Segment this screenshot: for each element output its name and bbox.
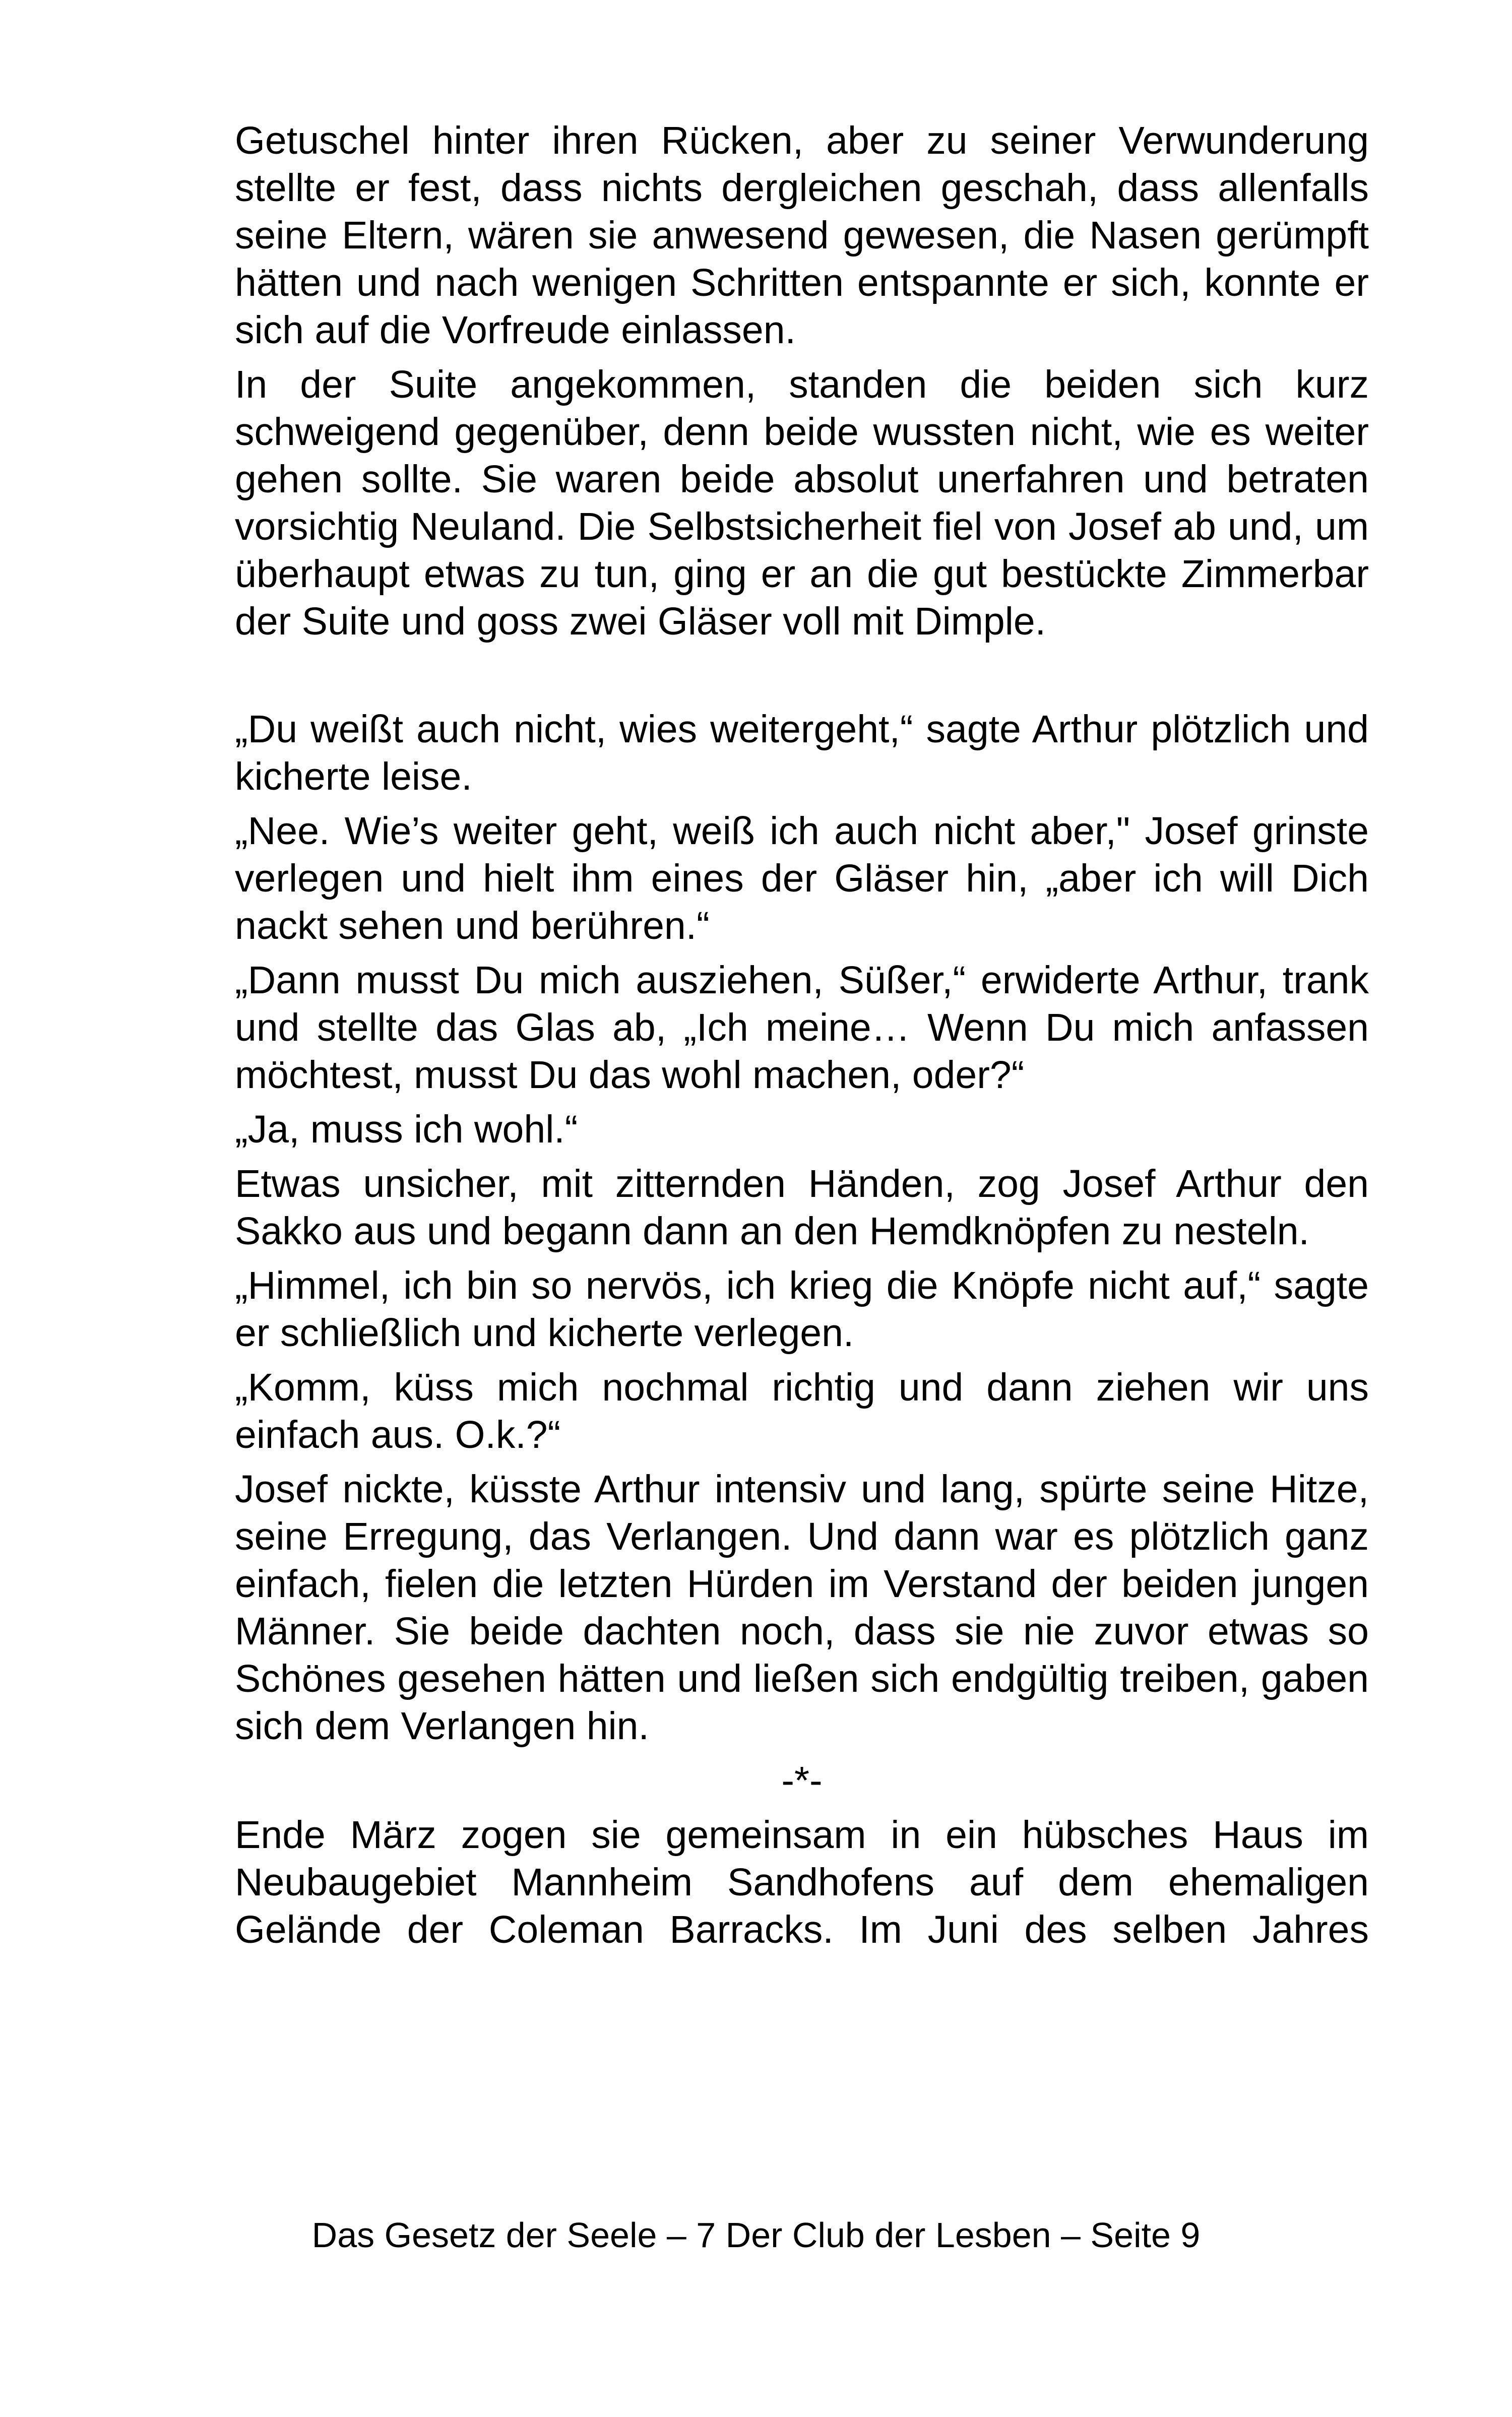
paragraph: „Du weißt auch nicht, wies weitergeht,“ sagte Arthur plötzlich und kicherte leise. (235, 708, 1369, 798)
paragraph: Etwas unsicher, mit zitternden Händen, zog Josef Arthur den Sakko aus und begann dann an den Hemdknöpfen zu nesteln. (235, 1162, 1369, 1253)
paragraph: „Himmel, ich bin so nervös, ich krieg die Knöpfe nicht auf,“ sagte er schließlich und kicherte verlegen. (235, 1264, 1369, 1355)
paragraph: „Nee. Wie’s weiter geht, weiß ich auch nicht aber," Josef grinste verlegen und hielt ihm eines der Gläser hin, „aber ich will Dich nackt sehen und berühren.“ (235, 809, 1369, 947)
page-footer: Das Gesetz der Seele – 7 Der Club der Lesben – Seite 9 (311, 2215, 1201, 2255)
section-separator: -*- (781, 1759, 823, 1802)
paragraph: In der Suite angekommen, standen die beiden sich kurz schweigend gegenüber, denn beide wussten nicht, wie es weiter gehen sollte. Sie waren beide absolut unerfahren und betraten vorsichtig Neuland. Die Selbstsicherheit fiel von Josef ab und, um überhaupt etwas zu tun, ging er an die gut bestückte Zimmerbar der Suite und goss zwei Gläser voll mit Dimple. (235, 363, 1369, 643)
paragraph: „Komm, küss mich nochmal richtig und dann ziehen wir uns einfach aus. O.k.?“ (235, 1366, 1369, 1456)
body-text (235, 117, 1369, 1960)
paragraph: Ende März zogen sie gemeinsam in ein hübsches Haus im Neubaugebiet Mannheim Sandhofens auf dem ehemaligen Gelände der Coleman Barracks. Im Juni des selben Jahres (235, 1813, 1369, 1951)
paragraph: „Dann musst Du mich ausziehen, Süßer,“ erwiderte Arthur, trank und stellte das Glas ab, „Ich meine… Wenn Du mich anfassen möchtest, musst Du das wohl machen, oder?“ (235, 959, 1369, 1097)
paragraph: Josef nickte, küsste Arthur intensiv und lang, spürte seine Hitze, seine Erregung, das Verlangen. Und dann war es plötzlich ganz einfach, fielen die letzten Hürden im Verstand der beiden jungen Männer. Sie beide dachten noch, dass sie nie zuvor etwas so Schönes gesehen hätten und ließen sich endgültig treiben, gaben sich dem Verlangen hin. (235, 1468, 1369, 1748)
paragraph: „Ja, muss ich wohl.“ (235, 1108, 578, 1151)
paragraph: Getuschel hinter ihren Rücken, aber zu seiner Verwunderung stellte er fest, dass nichts dergleichen geschah, dass allenfalls seine Eltern, wären sie anwesend gewesen, die Nasen gerümpft hätten und nach wenigen Schritten entspannte er sich, konnte er sich auf die Vorfreude einlassen. (235, 119, 1369, 352)
